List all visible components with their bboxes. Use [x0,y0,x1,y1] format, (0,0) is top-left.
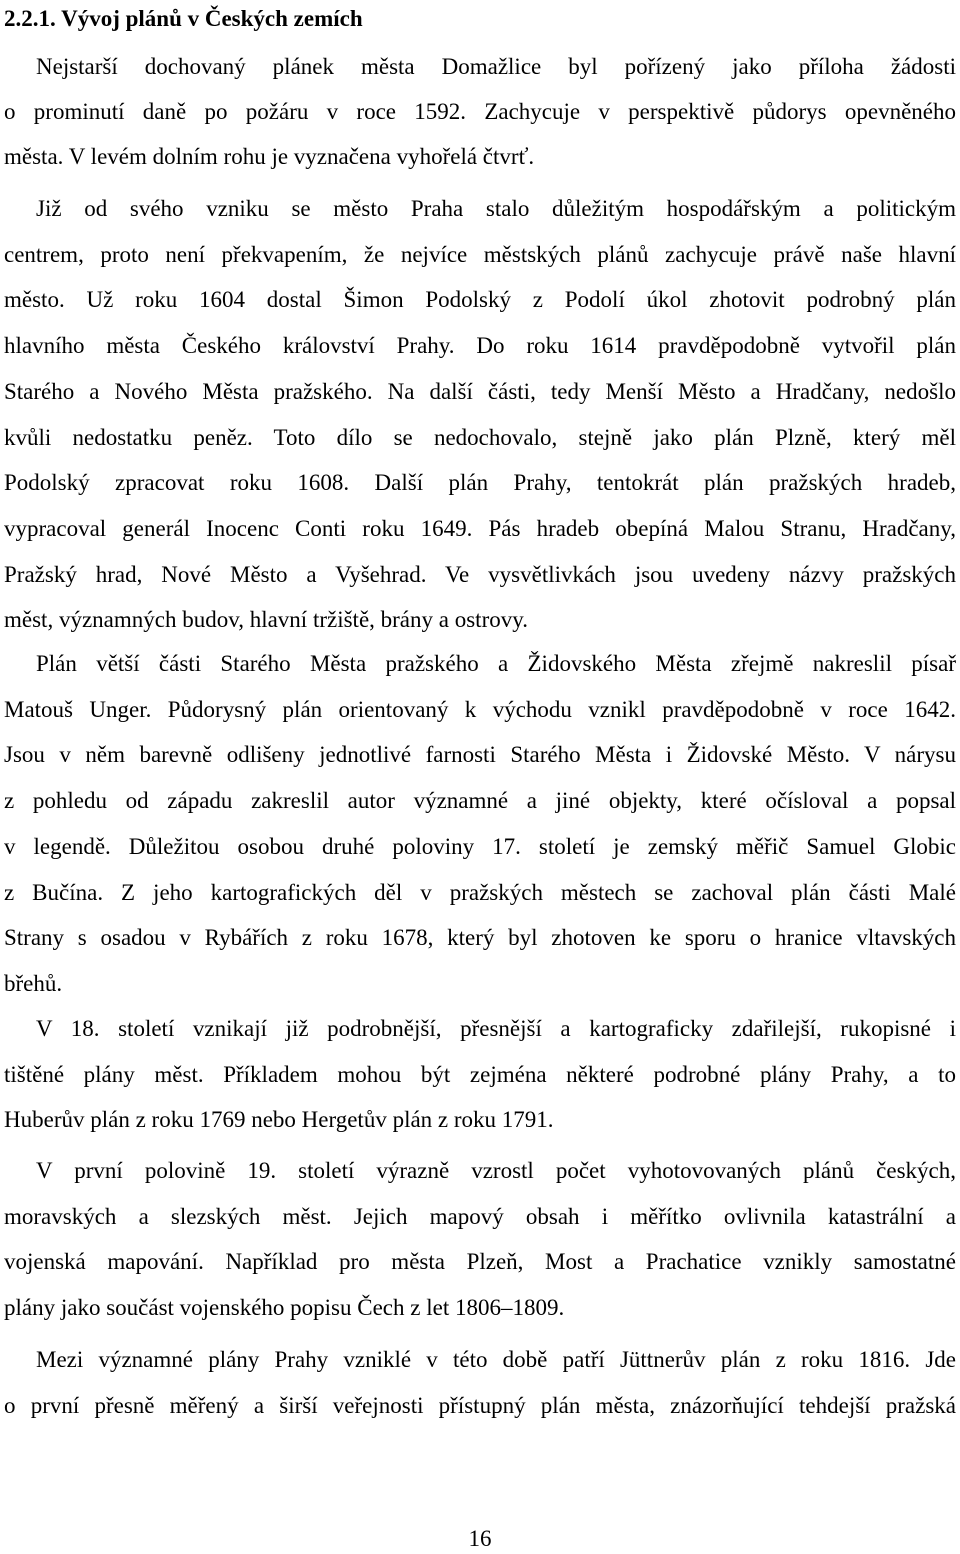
paragraph-line: z pohledu od západu zakreslil autor významné a jiné objekty, které očísloval a popsal [4,788,956,814]
paragraph-line: Nejstarší dochovaný plánek města Domažlice byl pořízený jako příloha žádosti [36,54,956,79]
paragraph-line: o prominutí daně po požáru v roce 1592. Zachycuje v perspektivě půdorys opevněného [4,99,956,124]
document-page [4,0,956,1553]
paragraph-19-stoleti [4,1148,956,1331]
paragraph-line: Matouš Unger. Půdorysný plán orientovaný k východu vznikl pravděpodobně v roce 1642. [4,696,956,722]
paragraph-line: Pražský hrad, Nové Město a Vyšehrad. Ve vysvětlivkách jsou uvedeny názvy pražských [4,561,956,587]
paragraph-line: z Bučína. Z jeho kartografických děl v pražských městech se zachoval plán části Malé [4,879,956,905]
paragraph-line: Starého a Nového Města pražského. Na další části, tedy Menší Město a Hradčany, nedošlo [4,378,956,404]
section-heading: 2.2.1. Vývoj plánů v Českých zemích [4,6,363,31]
paragraph-line: V první polovině 19. století výrazně vzrostl počet vyhotovovaných plánů českých, [36,1158,956,1183]
paragraph-line: v legendě. Důležitou osobou druhé poloviny 17. století je zemský měřič Samuel Globic [4,833,956,859]
paragraph-line: měst, významných budov, hlavní tržiště, brány a ostrovy. [4,607,528,633]
paragraph-juttner [4,1337,956,1428]
paragraph-line: Již od svého vzniku se město Praha stalo důležitým hospodářským a politickým [36,196,956,221]
page-number: 16 [468,1526,492,1551]
paragraph-line: kvůli nedostatku peněz. Toto dílo se nedochovalo, stejně jako plán Plzně, který měl [4,424,956,450]
paragraph-stare-mesto [4,641,956,1007]
paragraph-line: Plán větší části Starého Města pražského a Židovského Města zřejmě nakreslil písař [36,651,956,676]
paragraph-line: vojenská mapování. Například pro města Plzeň, Most a Prachatice vznikly samostatné [4,1249,956,1275]
paragraph-domazlice [4,44,956,179]
paragraph-18-stoleti [4,1006,956,1143]
paragraph-line: centrem, proto není překvapením, že nejvíce městských plánů zachycuje právě naše hlavní [4,241,956,267]
paragraph-line: město. Už roku 1604 dostal Šimon Podolský z Podolí úkol zhotovit podrobný plán [4,287,956,313]
paragraph-line: moravských a slezských měst. Jejich mapový obsah i měřítko ovlivnila katastrální a [4,1203,956,1229]
paragraph-praha [4,186,956,643]
paragraph-line: Jsou v něm barevně odlišeny jednotlivé farnosti Starého Města i Židovské Město. V nárysu [4,742,956,768]
paragraph-line: vypracoval generál Inocenc Conti roku 1649. Pás hradeb obepíná Malou Stranu, Hradčany, [4,515,956,541]
paragraph-line: břehů. [4,970,63,996]
paragraph-line: města. V levém dolním rohu je vyznačena vyhořelá čtvrť. [4,144,535,169]
paragraph-line: o první přesně měřený a širší veřejnosti přístupný plán města, znázorňující tehdejší pražská [4,1392,956,1418]
paragraph-line: plány jako součást vojenského popisu Čech z let 1806–1809. [4,1295,565,1321]
paragraph-line: Podolský zpracovat roku 1608. Další plán Prahy, tentokrát plán pražských hradeb, [4,470,956,496]
paragraph-line: hlavního města Českého království Prahy. Do roku 1614 pravděpodobně vytvořil plán [4,333,956,359]
paragraph-line: tištěné plány měst. Příkladem mohou být zejména některé podrobné plány Prahy, a to [4,1061,956,1087]
paragraph-line: Mezi významné plány Prahy vzniklé v této době patří Jüttnerův plán z roku 1816. Jde [36,1347,956,1372]
paragraph-line: Huberův plán z roku 1769 nebo Hergetův plán z roku 1791. [4,1107,554,1133]
paragraph-line: V 18. století vznikají již podrobnější, přesnější a kartograficky zdařilejší, rukopisné i [36,1016,956,1041]
paragraph-line: Strany s osadou v Rybářích z roku 1678, který byl zhotoven ke sporu o hranice vltavských [4,925,956,951]
